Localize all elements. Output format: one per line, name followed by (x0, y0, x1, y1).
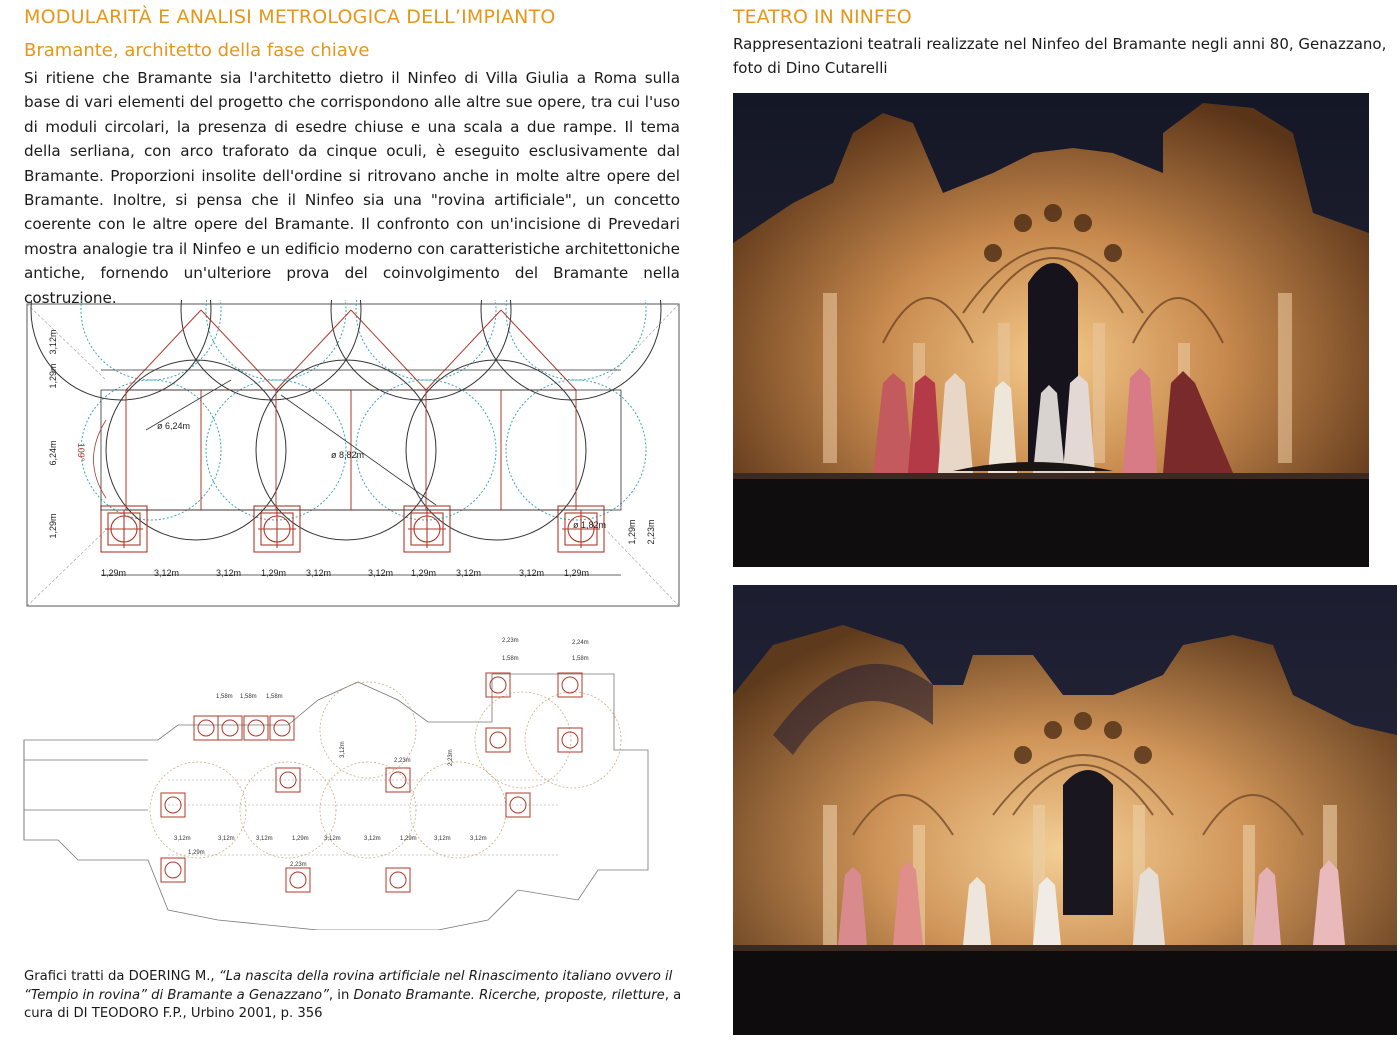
modular-line (426, 310, 501, 390)
modular-plan-diagram (26, 300, 682, 610)
pier (254, 506, 300, 552)
row-label: 3,12m (218, 836, 235, 842)
row-label: 3,12m (470, 836, 487, 842)
center-label: 2,23m (290, 862, 307, 868)
right-label: 2,23m (502, 638, 519, 644)
pier (194, 716, 218, 740)
side-label: 2,23m (448, 749, 454, 766)
column-label: 1,29m (261, 568, 287, 578)
angle-label: 109° (76, 442, 86, 462)
pier-circle (274, 720, 290, 736)
pier-circle (165, 862, 181, 878)
diameter-label-pier: ø 1,82m (573, 520, 607, 530)
pier-circle (390, 872, 406, 888)
pier-circle (562, 677, 578, 693)
row-label: 3,12m (364, 836, 381, 842)
pier (286, 868, 310, 892)
pier-circle (562, 732, 578, 748)
theatre-photo-bottom (733, 585, 1397, 1035)
caption-article-title: “La nascita della rovina artificiale nel Rinascimento italiano ovvero il “Tempio in rovina” di Bramante a Genazzano” (24, 969, 673, 1003)
pier (244, 716, 268, 740)
pier (101, 506, 147, 552)
module-circle (475, 692, 571, 788)
column-label: 3,12m (456, 568, 482, 578)
right-section-title: TEATRO IN NINFEO (733, 6, 912, 28)
column-label: 3,12m (519, 568, 545, 578)
column-label: 3,12m (216, 568, 242, 578)
pier (386, 868, 410, 892)
column-label: 3,12m (306, 568, 332, 578)
column-label: 1,29m (564, 568, 590, 578)
pier-circle (490, 732, 506, 748)
module-circle (506, 300, 646, 380)
caption-middle: , in (328, 987, 354, 1003)
right-label: 1,58m (572, 656, 589, 662)
pier (404, 506, 450, 552)
modular-line (126, 310, 201, 390)
module-circle (356, 300, 496, 380)
angle-arc (94, 420, 107, 498)
right-subtitle-line2: foto di Dino Cutarelli (733, 59, 888, 77)
row-label: 3,12m (48, 329, 58, 355)
top-label: 1,58m (216, 694, 233, 700)
caption-suffix: , a cura di DI TEODORO F.P., Urbino 2001, p. 356 (24, 987, 682, 1021)
right-label: 1,58m (502, 656, 519, 662)
module-circle (81, 380, 221, 520)
left-body-text: Si ritiene che Bramante sia l'architetto dietro il Ninfeo di Villa Giulia a Roma sulla base di vari elementi del progetto che corrispondono alle altre sue opere, tra cui l'uso di moduli circolari, la presenza di esedre chiuse e una scala a due rampe. Il tema della serliana, con arco traforato da cinque oculi, è eseguito esclusivamente dal Bramante. Proporzioni insolite dell'ordine si ritrovano anche in molte altre opere del Bramante. Inoltre, si pensa che il Ninfeo sia una "rovina artificiale", un concetto coerente con le altre opere del Bramante. Il confronto con un'incisione di Prevedari mostra analogie tra il Ninfeo e un edificio moderno con caratteristiche architettoniche antiche, fornendo un'ulteriore prova del coinvolgimento del Bramante nella costruzione. (24, 69, 680, 307)
row-label: 6,24m (48, 440, 58, 466)
building-plan-diagram (18, 630, 682, 930)
module-circle (240, 762, 336, 858)
pier (486, 728, 510, 752)
pier (270, 716, 294, 740)
top-label: 1,58m (240, 694, 257, 700)
row-label: 1,29m (292, 836, 309, 842)
left-section-subtitle: Bramante, architetto della fase chiave (24, 40, 370, 61)
column-label: 1,29m (411, 568, 437, 578)
module-circle (81, 300, 221, 380)
pier (218, 716, 242, 740)
pier-dim-b: 2,23m (646, 519, 656, 545)
row-label: 3,12m (434, 836, 451, 842)
pier (486, 673, 510, 697)
right-label: 2,24m (572, 640, 589, 646)
module-circle (320, 762, 416, 858)
row-label: 3,12m (174, 836, 191, 842)
left-section-title: MODULARITÀ E ANALISI METROLOGICA DELL’IMPIANTO (24, 6, 556, 28)
pier-circle (290, 872, 306, 888)
right-section-subtitle (733, 32, 1398, 80)
large-circle (31, 300, 211, 400)
diameter-label-small: ø 6,24m (157, 421, 191, 431)
caption-prefix: Grafici tratti da DOERING M., (24, 969, 219, 984)
column-label: 3,12m (154, 568, 180, 578)
theatre-photo-top (733, 93, 1369, 567)
module-circle (150, 762, 246, 858)
right-subtitle-line1: Rappresentazioni teatrali realizzate nel Ninfeo del Bramante negli anni 80, Genazzano, (733, 35, 1387, 53)
module-circle (525, 692, 621, 788)
pier-dim-a: 1,29m (627, 519, 637, 545)
pier (161, 858, 185, 882)
row-label: 1,29m (48, 363, 58, 389)
row-label: 1,29m (48, 513, 58, 539)
pier (558, 673, 582, 697)
pier-circle (222, 720, 238, 736)
row-label: 3,12m (256, 836, 273, 842)
column-label: 3,12m (368, 568, 394, 578)
pier (558, 728, 582, 752)
pier-circle (198, 720, 214, 736)
modular-line (276, 310, 351, 390)
top-label: 1,58m (266, 694, 283, 700)
center-label: 3,12m (340, 741, 346, 758)
pier-circle (248, 720, 264, 736)
module-circle (206, 300, 346, 380)
diameter-label-large: ø 8,82m (331, 450, 365, 460)
side-label: 1,29m (188, 850, 205, 856)
center-label: 2,23m (394, 758, 411, 764)
caption-book-title: Donato Bramante. Ricerche, proposte, riletture (353, 987, 665, 1003)
row-label: 3,12m (324, 836, 341, 842)
figure-caption (24, 968, 682, 1024)
column-label: 1,29m (101, 568, 127, 578)
row-label: 1,29m (400, 836, 417, 842)
